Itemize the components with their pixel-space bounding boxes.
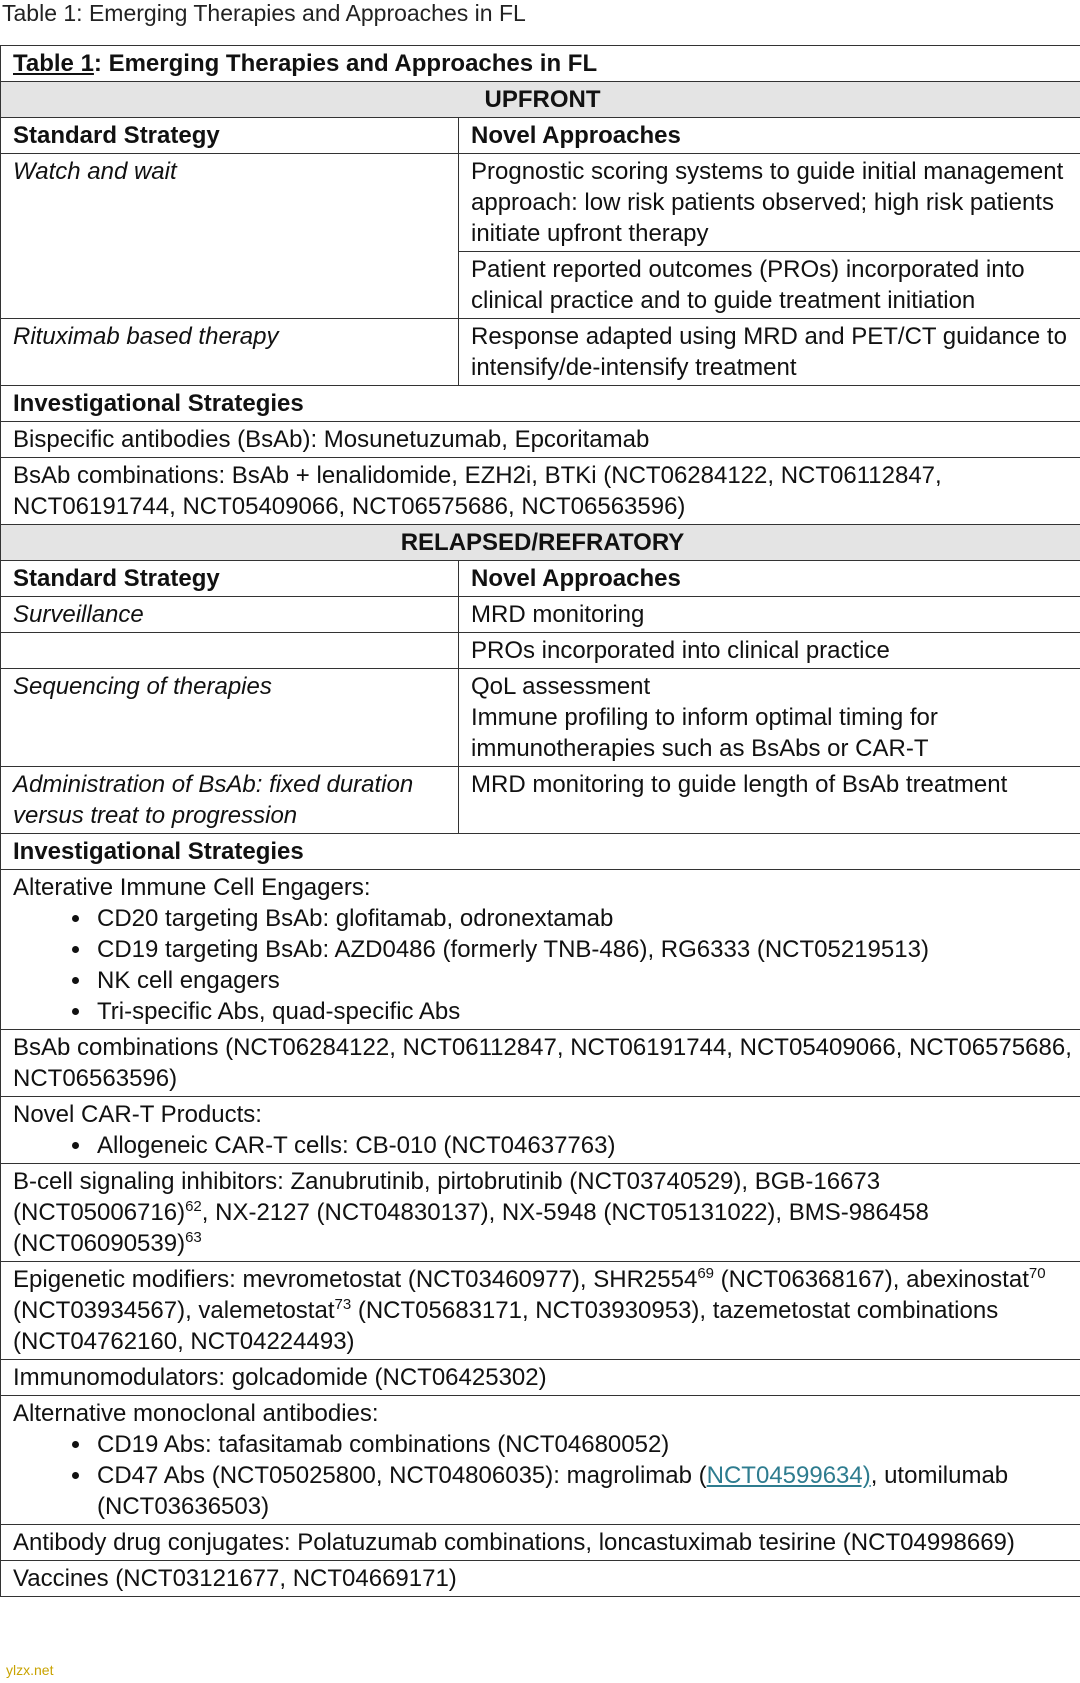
- bsab-combinations-cell: BsAb combinations (NCT06284122, NCT06112847, NCT06191744, NCT05409066, NCT06575686, NCT06563596): [1, 1030, 1080, 1097]
- table-row: [1, 597, 1080, 633]
- table-row: [1, 319, 1080, 386]
- figure-caption: Table 1: Emerging Therapies and Approaches in FL: [2, 0, 526, 26]
- reference-sup: 70: [1028, 1265, 1046, 1282]
- table-row: [1, 767, 1080, 834]
- monoclonal-cell: [1, 1396, 1080, 1525]
- relapsed-header-row: [1, 561, 1080, 597]
- engagers-cell: [1, 870, 1080, 1030]
- novel-line: QoL assessment: [471, 673, 651, 700]
- vaccines-cell: Vaccines (NCT03121677, NCT04669171): [1, 1561, 1080, 1597]
- list-item: • Allogeneic CAR-T cells: CB-010 (NCT04637763): [93, 1130, 1072, 1161]
- standard-cell: Surveillance: [1, 597, 459, 633]
- table-row: [1, 154, 1080, 252]
- watermark: ylzx.net: [6, 1662, 54, 1678]
- standard-cell: Watch and wait: [1, 154, 459, 319]
- list-item: • NK cell engagers: [93, 965, 1072, 996]
- upfront-header-row: [1, 118, 1080, 154]
- reference-sup: 63: [185, 1229, 202, 1246]
- table-title: Table 1: Emerging Therapies and Approaches in FL: [1, 46, 1080, 82]
- novel-cell: MRD monitoring to guide length of BsAb treatment: [459, 767, 1080, 834]
- bcell-inhibitors-cell: B-cell signaling inhibitors: Zanubrutinib, pirtobrutinib (NCT03740529), BGB-16673 $(NCT05006716)^{62}$, NX-2127 (NCT04830137), NX-5948 (NCT05131022), BMS-986458 $(NCT06090539)^{63}$: [1, 1164, 1080, 1262]
- column-header-novel: Novel Approaches: [459, 561, 1080, 597]
- reference-sup: 73: [334, 1296, 352, 1313]
- therapies-table: [0, 45, 1080, 1597]
- standard-cell: [1, 633, 459, 669]
- engagers-label: Alterative Immune Cell Engagers:: [13, 874, 371, 901]
- column-header-standard: Standard Strategy: [1, 561, 459, 597]
- table-row: [1, 669, 1080, 767]
- trial-link[interactable]: NCT04599634): [706, 1462, 871, 1489]
- standard-cell: Administration of BsAb: fixed duration versus treat to progression: [1, 767, 459, 834]
- standard-cell: Sequencing of therapies: [1, 669, 459, 767]
- cart-label: Novel CAR-T Products:: [13, 1101, 262, 1128]
- cart-cell: [1, 1097, 1080, 1164]
- novel-cell: Prognostic scoring systems to guide initial management approach: low risk patients observed; high risk patients initiate upfront therapy: [459, 154, 1080, 252]
- reference-sup: 69: [697, 1265, 715, 1282]
- list-item: • Tri-specific Abs, quad-specific Abs: [93, 996, 1072, 1027]
- section-heading-relapsed: RELAPSED/REFRATORY: [1, 525, 1080, 561]
- list-item: • CD20 targeting BsAb: glofitamab, odronextamab: [93, 903, 1072, 934]
- column-header-novel: Novel Approaches: [459, 118, 1080, 154]
- novel-cell: Response adapted using MRD and PET/CT guidance to intensify/de-intensify treatment: [459, 319, 1080, 386]
- reference-sup: 62: [185, 1198, 202, 1215]
- list-item: • CD47 Abs (NCT05025800, NCT04806035): magrolimab (NCT04599634), utomilumab (NCT03636503): [93, 1460, 1072, 1522]
- novel-cell: Patient reported outcomes (PROs) incorporated into clinical practice and to guide treatment initiation: [459, 252, 1080, 319]
- monoclonal-label: Alternative monoclonal antibodies:: [13, 1400, 379, 1427]
- standard-cell: Rituximab based therapy: [1, 319, 459, 386]
- list-item: • CD19 Abs: tafasitamab combinations (NCT04680052): [93, 1429, 1072, 1460]
- investigational-item: Bispecific antibodies (BsAb): Mosunetuzumab, Epcoritamab: [1, 422, 1080, 458]
- column-header-standard: Standard Strategy: [1, 118, 459, 154]
- novel-line: Immune profiling to inform optimal timing for immunotherapies such as BsAbs or CAR-T: [471, 704, 938, 762]
- investigational-heading: Investigational Strategies: [1, 386, 1080, 422]
- adc-cell: Antibody drug conjugates: Polatuzumab combinations, loncastuximab tesirine (NCT04998669): [1, 1525, 1080, 1561]
- table-title-row: [1, 46, 1080, 82]
- section-heading-upfront: UPFRONT: [1, 82, 1080, 118]
- novel-cell: [459, 669, 1080, 767]
- list-item: • CD19 targeting BsAb: AZD0486 (formerly TNB-486), RG6333 (NCT05219513): [93, 934, 1072, 965]
- cart-list: [13, 1130, 1072, 1161]
- immunomodulators-cell: Immunomodulators: golcadomide (NCT06425302): [1, 1360, 1080, 1396]
- novel-cell: MRD monitoring: [459, 597, 1080, 633]
- monoclonal-list: [13, 1429, 1072, 1522]
- table-row: [1, 633, 1080, 669]
- epigenetic-cell: Epigenetic modifiers: mevrometostat (NCT03460977), SHR2554$^{69}$ (NCT06368167), abexinostat$^{70}$ (NCT03934567), valemetostat$^{73}$ (NCT05683171, NCT03930953), tazemetostat combinations (NCT04762160, NCT04224493): [1, 1262, 1080, 1360]
- novel-cell: PROs incorporated into clinical practice: [459, 633, 1080, 669]
- investigational-heading: Investigational Strategies: [1, 834, 1080, 870]
- investigational-item: BsAb combinations: BsAb + lenalidomide, EZH2i, BTKi (NCT06284122, NCT06112847, NCT06191744, NCT05409066, NCT06575686, NCT06563596): [1, 458, 1080, 525]
- engagers-list: [13, 903, 1072, 1027]
